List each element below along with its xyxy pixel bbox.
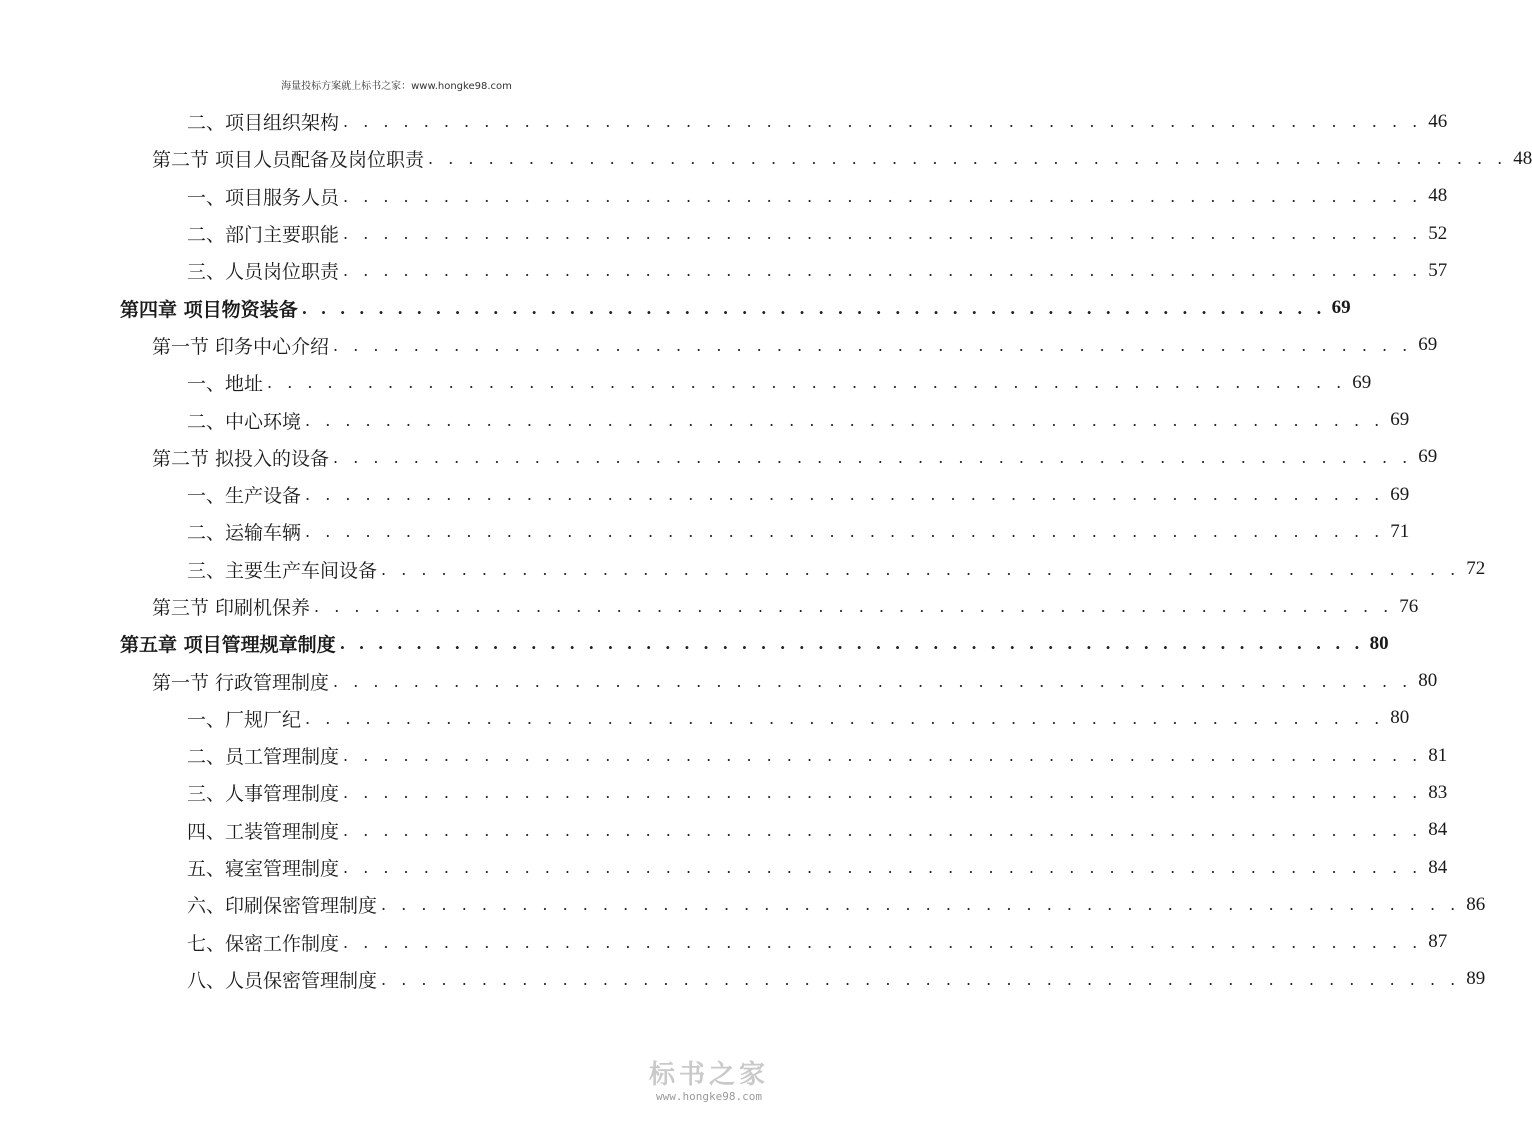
toc-leader-dots: . . . . . . . . . . . . . . . . . . . . . . . . . . . . . . . . . . . . . . . . . . . . . . . . . . . . . . [314,597,1394,616]
toc-entry-title: 八、人员保密管理制度 [187,969,378,992]
toc-entry-title: 第二节 拟投入的设备 [152,447,330,470]
toc-entry-title: 一、地址 [187,373,264,396]
toc-leader-dots: . . . . . . . . . . . . . . . . . . . . . . . . . . . . . . . . . . . . . . . . . . . . . . . . . . . . . . [333,335,1413,355]
toc-entry[interactable] [120,476,1410,513]
toc-leader-dots: . . . . . . . . . . . . . . . . . . . . . . . . . . . . . . . . . . . . . . . . . . . . . . . . . . . . . . [343,746,1423,766]
logo-name: 标书之家 [648,1060,769,1090]
toc-entry-title: 一、生产设备 [187,485,302,508]
toc-entry[interactable] [120,327,1438,364]
toc-leader-dots: . . . . . . . . . . . . . . . . . . . . . . . . . . . . . . . . . . . . . . . . . . . . . . . . . . . . . . [343,224,1423,244]
toc-entry[interactable] [120,439,1438,476]
toc-leader-dots: . . . . . . . . . . . . . . . . . . . . . . . . . . . . . . . . . . . . . . . . . . . . . . . . . . . . . . [343,112,1423,132]
toc-entry[interactable] [120,513,1410,550]
toc-leader-dots: . . . . . . . . . . . . . . . . . . . . . . . . . . . . . . . . . . . . . . . . . . . . . . . . . . . . . . [381,969,1461,989]
toc-entry-title: 第一节 印务中心介绍 [152,335,330,358]
toc-leader-dots: . . . . . . . . . . . . . . . . . . . . . . . . . . . . . . . . . . . . . . . . . . . . . . . . . . . . . . [339,634,1364,654]
toc-leader-dots: . . . . . . . . . . . . . . . . . . . . . . . . . . . . . . . . . . . . . . . . . . . . . . . . . . . . . . [343,261,1423,281]
toc-leader-dots: . . . . . . . . . . . . . . . . . . . . . . . . . . . . . . . . . . . . . . . . . . . . . . . . . . . . . . [301,298,1326,318]
toc-entry[interactable] [120,662,1438,699]
logo-url: www.hongke98.com [656,1090,762,1103]
toc-entry-title: 二、部门主要职能 [187,224,340,247]
toc-entry[interactable] [120,849,1448,886]
toc-leader-dots: . . . . . . . . . . . . . . . . . . . . . . . . . . . . . . . . . . . . . . . . . . . . . . . . . . . . . . [305,410,1385,430]
toc-entry[interactable] [120,625,1389,662]
toc-entry[interactable] [120,140,1532,177]
toc-entry-title: 二、项目组织架构 [187,112,340,135]
toc-entry-page: 84 [1428,856,1448,878]
toc-entry[interactable] [120,737,1448,774]
toc-entry-title: 三、主要生产车间设备 [187,559,378,582]
toc-entry-page: 69 [1352,371,1372,393]
toc-entry[interactable] [120,252,1448,289]
toc-entry-title: 七、保密工作制度 [187,932,340,955]
toc-entry[interactable] [120,588,1419,625]
toc-entry-page: 46 [1428,110,1448,132]
toc-entry[interactable] [120,961,1486,998]
toc-entry-page: 69 [1331,297,1351,319]
toc-entry-title: 第四章 项目物资装备 [120,298,298,321]
toc-entry[interactable] [120,924,1448,961]
toc-entry-title: 二、中心环境 [187,410,302,433]
toc-entry-page: 87 [1428,931,1448,953]
toc-entry[interactable] [120,401,1410,438]
toc-entry-page: 69 [1390,409,1410,431]
toc-entry-title: 第三节 印刷机保养 [152,597,311,619]
toc-leader-dots: . . . . . . . . . . . . . . . . . . . . . . . . . . . . . . . . . . . . . . . . . . . . . . . . . . . . . . [333,447,1413,467]
toc-leader-dots: . . . . . . . . . . . . . . . . . . . . . . . . . . . . . . . . . . . . . . . . . . . . . . . . . . . . . . [381,895,1461,915]
toc-entry-page: 83 [1428,781,1448,803]
toc-leader-dots: . . . . . . . . . . . . . . . . . . . . . . . . . . . . . . . . . . . . . . . . . . . . . . . . . . . . . . [381,559,1461,579]
page-header: 海量投标方案就上标书之家：www.hongke98.com [281,81,512,92]
table-of-contents [120,103,1532,998]
toc-entry-page: 48 [1428,185,1448,207]
toc-entry[interactable] [120,364,1372,401]
toc-entry[interactable] [120,886,1486,923]
toc-entry-page: 76 [1399,595,1419,617]
toc-entry-title: 四、工装管理制度 [187,820,340,843]
toc-entry-page: 80 [1369,632,1389,654]
watermark-logo [639,1060,779,1104]
toc-entry-page: 84 [1428,819,1448,841]
toc-entry-page: 72 [1466,558,1486,580]
toc-entry-title: 第二节 项目人员配备及岗位职责 [152,149,425,172]
toc-entry-page: 69 [1418,334,1438,356]
toc-entry-page: 48 [1513,147,1532,169]
toc-entry[interactable] [120,551,1486,588]
toc-leader-dots: . . . . . . . . . . . . . . . . . . . . . . . . . . . . . . . . . . . . . . . . . . . . . . . . . . . . . . [343,186,1423,206]
toc-leader-dots: . . . . . . . . . . . . . . . . . . . . . . . . . . . . . . . . . . . . . . . . . . . . . . . . . . . . . . [305,522,1385,542]
toc-entry-title: 一、项目服务人员 [187,186,340,209]
toc-entry-title: 第五章 项目管理规章制度 [120,634,336,657]
toc-entry[interactable] [120,215,1448,252]
toc-leader-dots: . . . . . . . . . . . . . . . . . . . . . . . . . . . . . . . . . . . . . . . . . . . . . . . . . . . . . . [267,373,1347,393]
toc-entry-title: 五、寝室管理制度 [187,858,340,881]
toc-leader-dots: . . . . . . . . . . . . . . . . . . . . . . . . . . . . . . . . . . . . . . . . . . . . . . . . . . . . . . [343,858,1423,878]
toc-leader-dots: . . . . . . . . . . . . . . . . . . . . . . . . . . . . . . . . . . . . . . . . . . . . . . . . . . . . . . [305,485,1385,505]
toc-entry-title: 六、印刷保密管理制度 [187,895,378,918]
toc-entry[interactable] [120,700,1410,737]
toc-leader-dots: . . . . . . . . . . . . . . . . . . . . . . . . . . . . . . . . . . . . . . . . . . . . . . . . . . . . . . [305,708,1385,728]
toc-leader-dots: . . . . . . . . . . . . . . . . . . . . . . . . . . . . . . . . . . . . . . . . . . . . . . . . . . . . . . [343,783,1423,803]
toc-entry-title: 二、员工管理制度 [187,746,340,769]
toc-entry-page: 89 [1466,968,1486,990]
toc-entry[interactable] [120,289,1351,326]
toc-entry[interactable] [120,812,1448,849]
toc-entry-title: 二、运输车辆 [187,522,302,545]
toc-entry-page: 69 [1418,446,1438,468]
toc-entry[interactable] [120,103,1448,140]
toc-entry-page: 57 [1428,259,1448,281]
toc-entry[interactable] [120,774,1448,811]
toc-leader-dots: . . . . . . . . . . . . . . . . . . . . . . . . . . . . . . . . . . . . . . . . . . . . . . . . . . . . . . [428,149,1508,169]
toc-leader-dots: . . . . . . . . . . . . . . . . . . . . . . . . . . . . . . . . . . . . . . . . . . . . . . . . . . . . . . [343,820,1423,840]
toc-leader-dots: . . . . . . . . . . . . . . . . . . . . . . . . . . . . . . . . . . . . . . . . . . . . . . . . . . . . . . [333,671,1413,691]
toc-entry-page: 81 [1428,744,1448,766]
toc-entry-title: 第一节 行政管理制度 [152,671,330,694]
toc-entry[interactable] [120,178,1448,215]
toc-entry-page: 86 [1466,893,1486,915]
toc-entry-page: 52 [1428,222,1448,244]
toc-entry-page: 80 [1390,707,1410,729]
toc-entry-title: 一、厂规厂纪 [187,708,302,731]
toc-entry-title: 三、人事管理制度 [187,783,340,806]
toc-entry-page: 69 [1390,483,1410,505]
toc-entry-page: 80 [1418,670,1438,692]
toc-entry-title: 三、人员岗位职责 [187,261,340,284]
toc-entry-page: 71 [1390,520,1410,542]
toc-leader-dots: . . . . . . . . . . . . . . . . . . . . . . . . . . . . . . . . . . . . . . . . . . . . . . . . . . . . . . [343,932,1423,952]
